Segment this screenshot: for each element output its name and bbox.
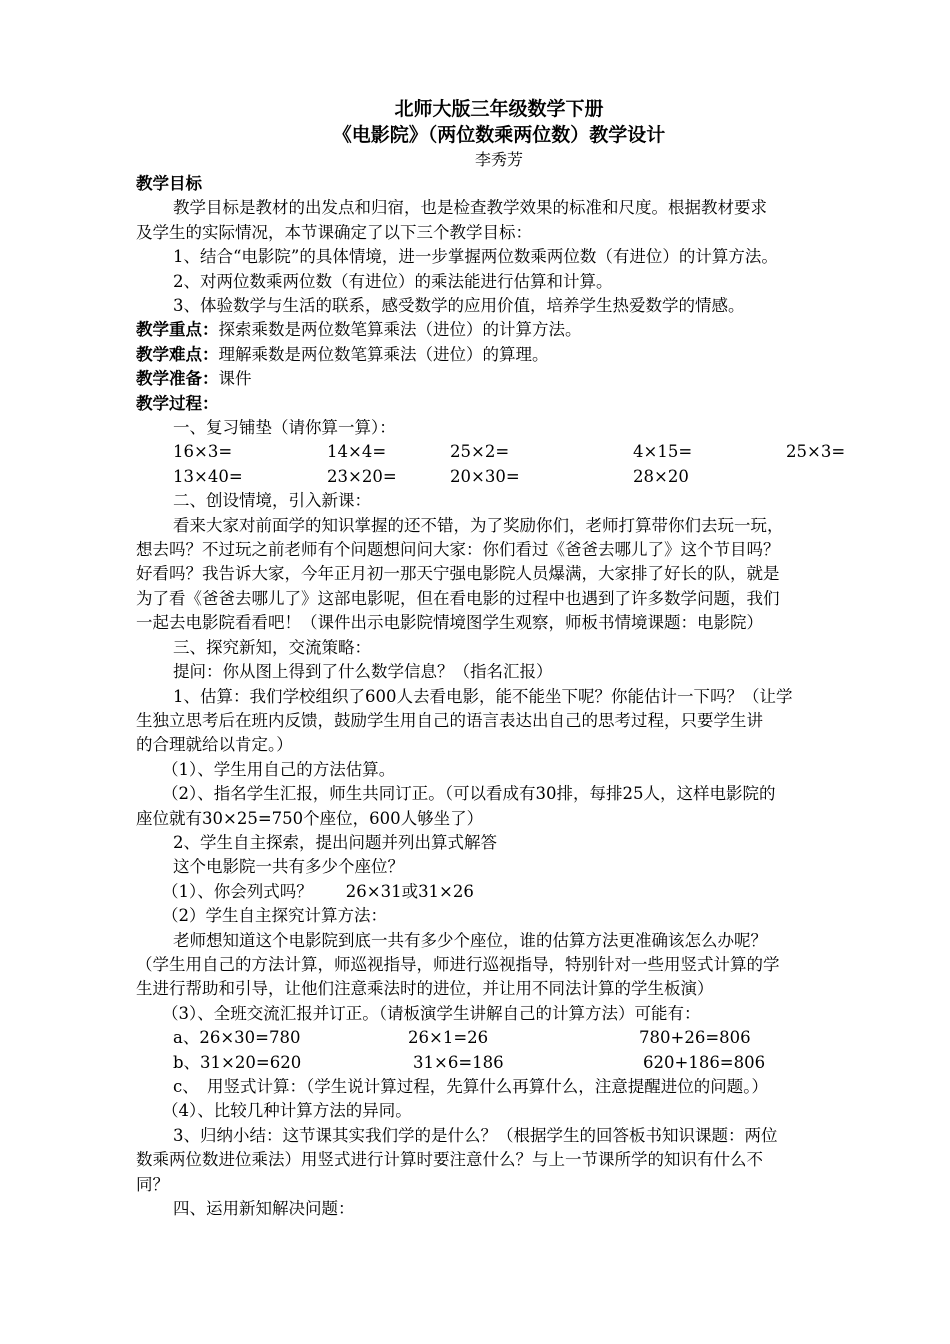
explore-question: 这个电影院一共有多少个座位？ <box>173 857 404 877</box>
difficulty-label: 教学难点： <box>136 344 219 364</box>
review-item: 25×3= <box>786 442 846 462</box>
explore-step-1: （1）、你会列式吗？ 26×31或31×26 <box>162 881 474 901</box>
review-item: 25×2= <box>450 442 510 462</box>
difficulty-text: 理解乘数是两位数笔算乘法（进位）的算理。 <box>218 344 549 364</box>
summary-line2: 数乘两位数进位乘法）用竖式进行计算时要注意什么？与上一节课所学的知识有什么不 <box>136 1150 763 1170</box>
method-b-row <box>136 1051 862 1075</box>
key-point <box>136 318 862 342</box>
estimate-step-2-line1: （2）、指名学生汇报，师生共同订正。（可以看成有30排，每排25人，这样电影院的 <box>162 784 776 804</box>
difficulty-point <box>136 343 862 367</box>
prep-text: 课件 <box>218 369 252 389</box>
teacher-para-line1: 老师想知道这个电影院到底一共有多少个座位，谁的估算方法更准确该怎么办呢？ <box>173 930 767 950</box>
review-item: 28×20 <box>633 466 689 486</box>
process-heading: 教学过程： <box>136 393 219 413</box>
section-2-heading: 二、创设情境，引入新课： <box>173 491 371 511</box>
intro-para-line3: 好看吗？我告诉大家，今年正月初一那天宁强电影院人员爆满，大家排了好长的队，就是 <box>136 564 780 584</box>
estimate-step-1: （1）、学生用自己的方法估算。 <box>162 759 396 779</box>
method-b-item: 31×6=186 <box>413 1052 504 1072</box>
review-item: 13×40= <box>173 466 243 486</box>
method-a-item: 26×1=26 <box>408 1028 489 1048</box>
question-line: 提问：你从图上得到了什么数学信息？（指名汇报） <box>173 662 553 682</box>
explore-step-4: （4）、比较几种计算方法的异同。 <box>162 1101 412 1121</box>
section-3-heading: 三、探究新知，交流策略： <box>173 637 371 657</box>
review-item: 14×4= <box>327 442 387 462</box>
review-row-1 <box>136 440 862 464</box>
preparation <box>136 367 862 391</box>
doc-title-line1: 北师大版三年级数学下册 <box>394 98 604 120</box>
prep-label: 教学准备： <box>136 369 219 389</box>
review-item: 16×3= <box>173 442 233 462</box>
goal-2: 2、对两位数乘两位数（有进位）的乘法能进行估算和计算。 <box>173 271 613 291</box>
estimate-step-2-line2: 座位就有30×25=750个座位，600人够坐了） <box>136 808 484 828</box>
intro-para-line4: 为了看《爸爸去哪儿了》这部电影呢，但在看电影的过程中也遇到了许多数学问题，我们 <box>136 588 780 608</box>
intro-para-line5: 一起去电影院看看吧！（课件出示电影院情境图学生观察，师板书情境课题：电影院） <box>136 613 763 633</box>
goals-intro-line1: 教学目标是教材的出发点和归宿，也是检查教学效果的标准和尺度。根据教材要求 <box>173 198 767 218</box>
explore-step-3: （3）、全班交流汇报并订正。（请板演学生讲解自己的计算方法）可能有： <box>162 1003 701 1023</box>
summary-line1: 3、归纳小结：这节课其实我们学的是什么？（根据学生的回答板书知识课题：两位 <box>173 1125 778 1145</box>
method-b-item: 620+186=806 <box>643 1052 766 1072</box>
estimate-line2: 生独立思考后在班内反馈，鼓励学生用自己的语言表达出自己的思考过程，只要学生讲 <box>136 710 763 730</box>
review-item: 20×30= <box>450 466 520 486</box>
goal-1: 1、结合“电影院”的具体情境，进一步掌握两位数乘两位数（有进位）的计算方法。 <box>173 247 778 267</box>
method-a-item: 780+26=806 <box>639 1028 751 1048</box>
estimate-line3: 的合理就给以肯定。） <box>136 735 293 755</box>
teacher-para-line3: 生进行帮助和引导，让他们注意乘法时的进位，并让用不同法计算的学生板演） <box>136 979 714 999</box>
method-c: c、 用竖式计算：（学生说计算过程，先算什么再算什么，注意提醒进位的问题。） <box>173 1076 768 1096</box>
doc-title-line2: 《电影院》（两位数乘两位数）教学设计 <box>332 124 666 146</box>
key-label: 教学重点： <box>136 320 219 340</box>
teacher-para-line2: （学生用自己的方法计算，师巡视指导，师进行巡视指导，特别针对一些用竖式计算的学 <box>136 954 780 974</box>
document-page <box>136 96 862 1221</box>
estimate-line1: 1、估算：我们学校组织了600人去看电影，能不能坐下呢？你能估计一下吗？（让学 <box>173 686 793 706</box>
goals-intro-line2: 及学生的实际情况，本节课确定了以下三个教学目标： <box>136 222 532 242</box>
doc-author: 李秀芳 <box>474 150 523 169</box>
explore-heading: 2、学生自主探索，提出问题并列出算式解答 <box>173 832 497 852</box>
method-a-row <box>136 1026 862 1050</box>
summary-line3: 同？ <box>136 1174 169 1194</box>
intro-para-line2: 想去吗？不过玩之前老师有个问题想问问大家：你们看过《爸爸去哪儿了》这个节目吗？ <box>136 540 780 560</box>
intro-para-line1: 看来大家对前面学的知识掌握的还不错，为了奖励你们，老师打算带你们去玩一玩， <box>173 515 784 535</box>
key-text: 探索乘数是两位数笔算乘法（进位）的计算方法。 <box>218 320 582 340</box>
goals-heading: 教学目标 <box>136 174 202 193</box>
method-b-item: b、31×20=620 <box>173 1052 302 1072</box>
review-row-2 <box>136 465 862 489</box>
method-a-item: a、26×30=780 <box>173 1028 301 1048</box>
explore-step-2: （2）学生自主探究计算方法： <box>162 906 387 926</box>
review-item: 23×20= <box>327 466 397 486</box>
section-1-heading: 一、复习铺垫（请你算一算）： <box>173 418 396 438</box>
goal-3: 3、体验数学与生活的联系，感受数学的应用价值，培养学生热爱数学的情感。 <box>173 296 745 316</box>
review-item: 4×15= <box>633 442 693 462</box>
section-4-heading: 四、运用新知解决问题： <box>173 1199 355 1218</box>
